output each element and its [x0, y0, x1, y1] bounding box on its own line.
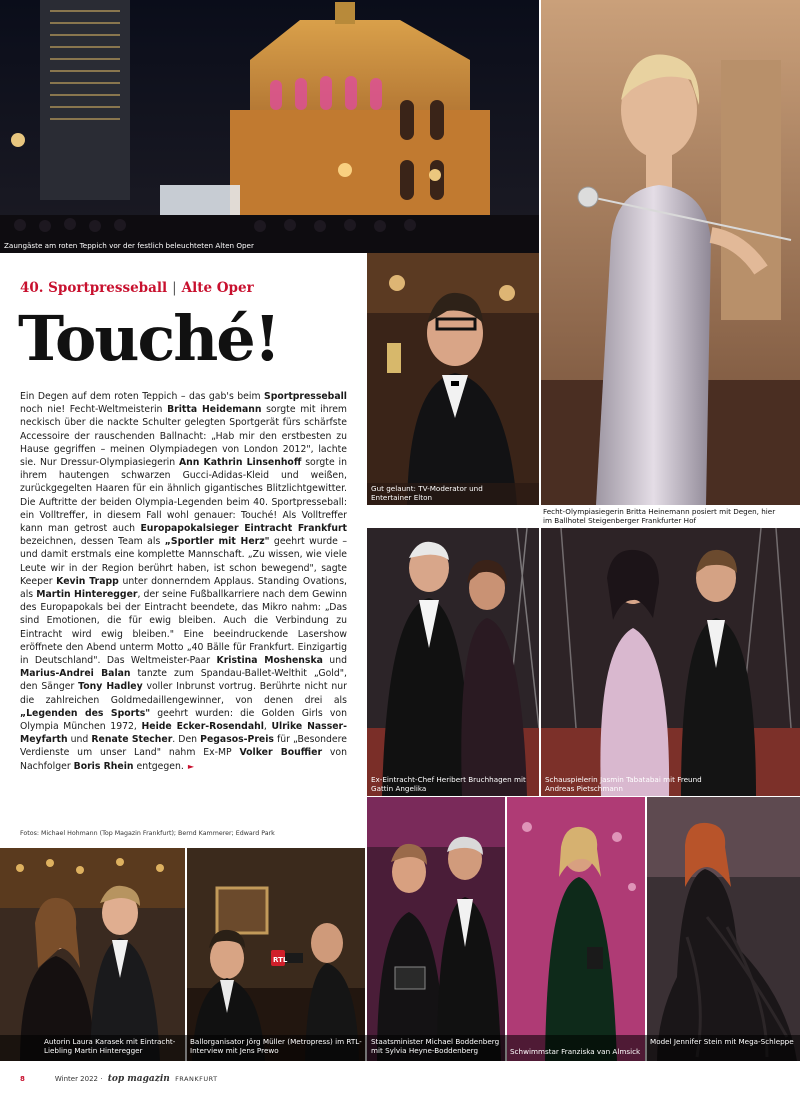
- caption-stein: Model Jennifer Stein mit Mega-Schleppe: [650, 1037, 794, 1046]
- body-text-run: sorgte mit ihrem neckisch über die nackte Schulter gelegten Sportgerät fürs schärfste Accessoire der rauschenden Ballnacht: „Hab mir den erstbesten zu Hause gegriffen – meinen Olympiadegen von London 2012", lachte sie. Nur Dressur-Olympiasiegerin: [20, 404, 347, 469]
- photo-credits: Fotos: Michael Hohmann (Top Magazin Frankfurt); Bernd Kammerer; Edward Park: [20, 830, 275, 837]
- body-text-run: voller Inbrunst vortrug. Berührte nicht nur die zahlreichen Goldmedaillengewinner, von denen drei als: [20, 681, 347, 706]
- body-text-run: bezeichnen, dessen Team als: [20, 536, 165, 548]
- caption-heidemann: Fecht-Olympiasiegerin Britta Heinemann posiert mit Degen, hier im Ballhotel Steigenberger Frankfurter Hof: [543, 507, 776, 525]
- body-emphasis: „Legenden des Sports": [20, 707, 151, 719]
- alte-oper-illustration: [0, 0, 539, 253]
- body-text-run: . Den: [172, 734, 201, 746]
- body-text-run: noch nie! Fecht-Weltmeisterin: [20, 404, 168, 416]
- kicker-venue: Alte Oper: [181, 280, 254, 296]
- rtl-mic-label: RTL: [273, 956, 288, 964]
- photo-bruchhagen: [367, 528, 539, 796]
- karasek-illustration: [0, 848, 185, 1061]
- caption-tabatabai: Schauspielerin Jasmin Tabatabai mit Freund Andreas Pietschmann: [545, 775, 702, 793]
- caption-almsick: Schwimmstar Franziska van Almsick: [510, 1047, 641, 1056]
- caption-karasek: Autorin Laura Karasek mit Eintracht-Liebling Martin Hinteregger: [44, 1037, 176, 1055]
- body-emphasis: Sportpresseball: [264, 391, 347, 402]
- photo-alte-oper: [0, 0, 539, 253]
- body-text-run: unter donnerndem Applaus. Standing Ovations, als: [20, 575, 348, 601]
- magazine-logo: top magazin: [107, 1074, 170, 1084]
- article-kicker: [20, 280, 254, 296]
- body-emphasis: Ann Kathrin Linsenhoff: [178, 457, 302, 469]
- body-emphasis: Pegasos-Preis: [200, 734, 274, 746]
- body-text-run: sorgte in ihrem hautengen schwarzen Gucci-Adidas-Kleid und weißen, zurückgegelten Haaren für ein ähnlich gigantisches Blitzlichtgewitter. Die Auftritte der beiden Olympia-Legenden beim 40. Sportpresseball: ein Volltreffer, in diesem Fall wohl genauer: Touché! Als Volltreffer kann man getrost auch: [20, 457, 348, 535]
- heidemann-illustration: [541, 0, 800, 505]
- caption-elton: Gut gelaunt: TV-Moderator und Entertainer Elton: [371, 484, 483, 502]
- body-emphasis: Europapokalsieger Eintracht Frankfurt: [140, 523, 347, 535]
- body-emphasis: Ulrike Nasser-Meyfarth: [20, 721, 347, 746]
- body-emphasis: Kevin Trapp: [56, 575, 119, 587]
- caption-mueller: Ballorganisator Jörg Müller (Metropress) im RTL-Interview mit Jens Prewo: [190, 1037, 362, 1055]
- body-text-run: geehrt wurden: die Golden Girls von Olympia München 1972,: [20, 707, 348, 733]
- body-emphasis: Martin Hinteregger: [36, 589, 138, 601]
- magazine-city: FRANKFURT: [175, 1075, 218, 1083]
- page-footer: 8 Winter 2022 · top magazin FRANKFURT: [20, 1074, 218, 1084]
- elton-illustration: [367, 253, 539, 505]
- issue-label: Winter 2022: [54, 1075, 98, 1083]
- kicker-separator: |: [172, 280, 177, 296]
- body-emphasis: Kristina Moshenska: [216, 655, 323, 667]
- body-text-run: geehrt wurde – und damit erstmals eine komplette Mannschaft. „Zu wissen, wie viele Leute wir in der Region berührt haben, ist schon bewegend", sagte Keeper: [20, 536, 347, 587]
- article-body-runs: [20, 391, 347, 772]
- photo-karasek: [0, 848, 185, 1061]
- body-emphasis: Boris Rhein: [73, 760, 134, 772]
- body-text-run: , der seine Fußballkarriere nach dem Gewinn des Europapokals bei der Eintracht beendete, das Mikro nahm: „Das sind Emotionen, die für ewig bleiben. Auch die Verbindung zu Eintracht wird ewig bleiben." Eine beeindruckende Lasershow eröffnete den Abend unterm Motto „40 Bälle für Frankfurt. Einzigartig in Deutschland". Das Weltmeister-Paar: [20, 589, 347, 667]
- caption-bruchhagen: Ex-Eintracht-Chef Heribert Bruchhagen mit Gattin Angelika: [371, 775, 526, 793]
- body-emphasis: Marius-Andrei Balan: [20, 668, 131, 680]
- body-text-run: tanzte zum Spandau-Ballet-Welthit „Gold", den Sänger: [20, 668, 347, 693]
- tabatabai-illustration: [541, 528, 800, 796]
- photo-boddenberg: [367, 797, 505, 1061]
- body-emphasis: Volker Bouffier: [239, 747, 323, 759]
- body-text-run: von Nachfolger: [20, 747, 348, 772]
- body-emphasis: Tony Hadley: [78, 681, 143, 693]
- photo-elton: [367, 253, 539, 505]
- caption-boddenberg: Staatsminister Michael Boddenberg mit Sylvia Heyne-Boddenberg: [371, 1037, 500, 1055]
- page-number: 8: [20, 1075, 25, 1083]
- bruchhagen-illustration: [367, 528, 539, 796]
- boddenberg-illustration: [367, 797, 505, 1061]
- photo-mueller: [187, 848, 365, 1061]
- article-body: [20, 390, 347, 773]
- body-text-run: entgegen.: [133, 760, 184, 772]
- body-emphasis: Heide Ecker-Rosendahl: [141, 721, 264, 733]
- body-text-run: und: [322, 655, 347, 667]
- end-mark-icon: ►: [187, 761, 194, 771]
- article-headline: Touché!: [18, 302, 279, 375]
- stein-illustration: [647, 797, 800, 1061]
- body-emphasis: „Sportler mit Herz": [164, 536, 270, 548]
- almsick-illustration: [507, 797, 645, 1061]
- body-text-run: und: [67, 734, 92, 746]
- kicker-event: 40. Sportpresseball: [20, 280, 168, 296]
- photo-jennifer-stein: [647, 797, 800, 1061]
- mueller-illustration: [187, 848, 365, 1061]
- body-emphasis: Renate Stecher: [91, 734, 173, 746]
- photo-tabatabai: [541, 528, 800, 796]
- photo-britta-heidemann: [541, 0, 800, 505]
- body-text-run: für „Besondere Verdienste um unser Land" nahm Ex-MP: [20, 734, 347, 759]
- body-text-run: ,: [263, 721, 272, 733]
- caption-alte-oper: Zaungäste am roten Teppich vor der festlich beleuchteten Alten Oper: [4, 241, 254, 250]
- body-text-run: Ein Degen auf dem roten Teppich – das gab's beim: [20, 391, 264, 402]
- body-emphasis: Britta Heidemann: [167, 404, 262, 416]
- photo-van-almsick: [507, 797, 645, 1061]
